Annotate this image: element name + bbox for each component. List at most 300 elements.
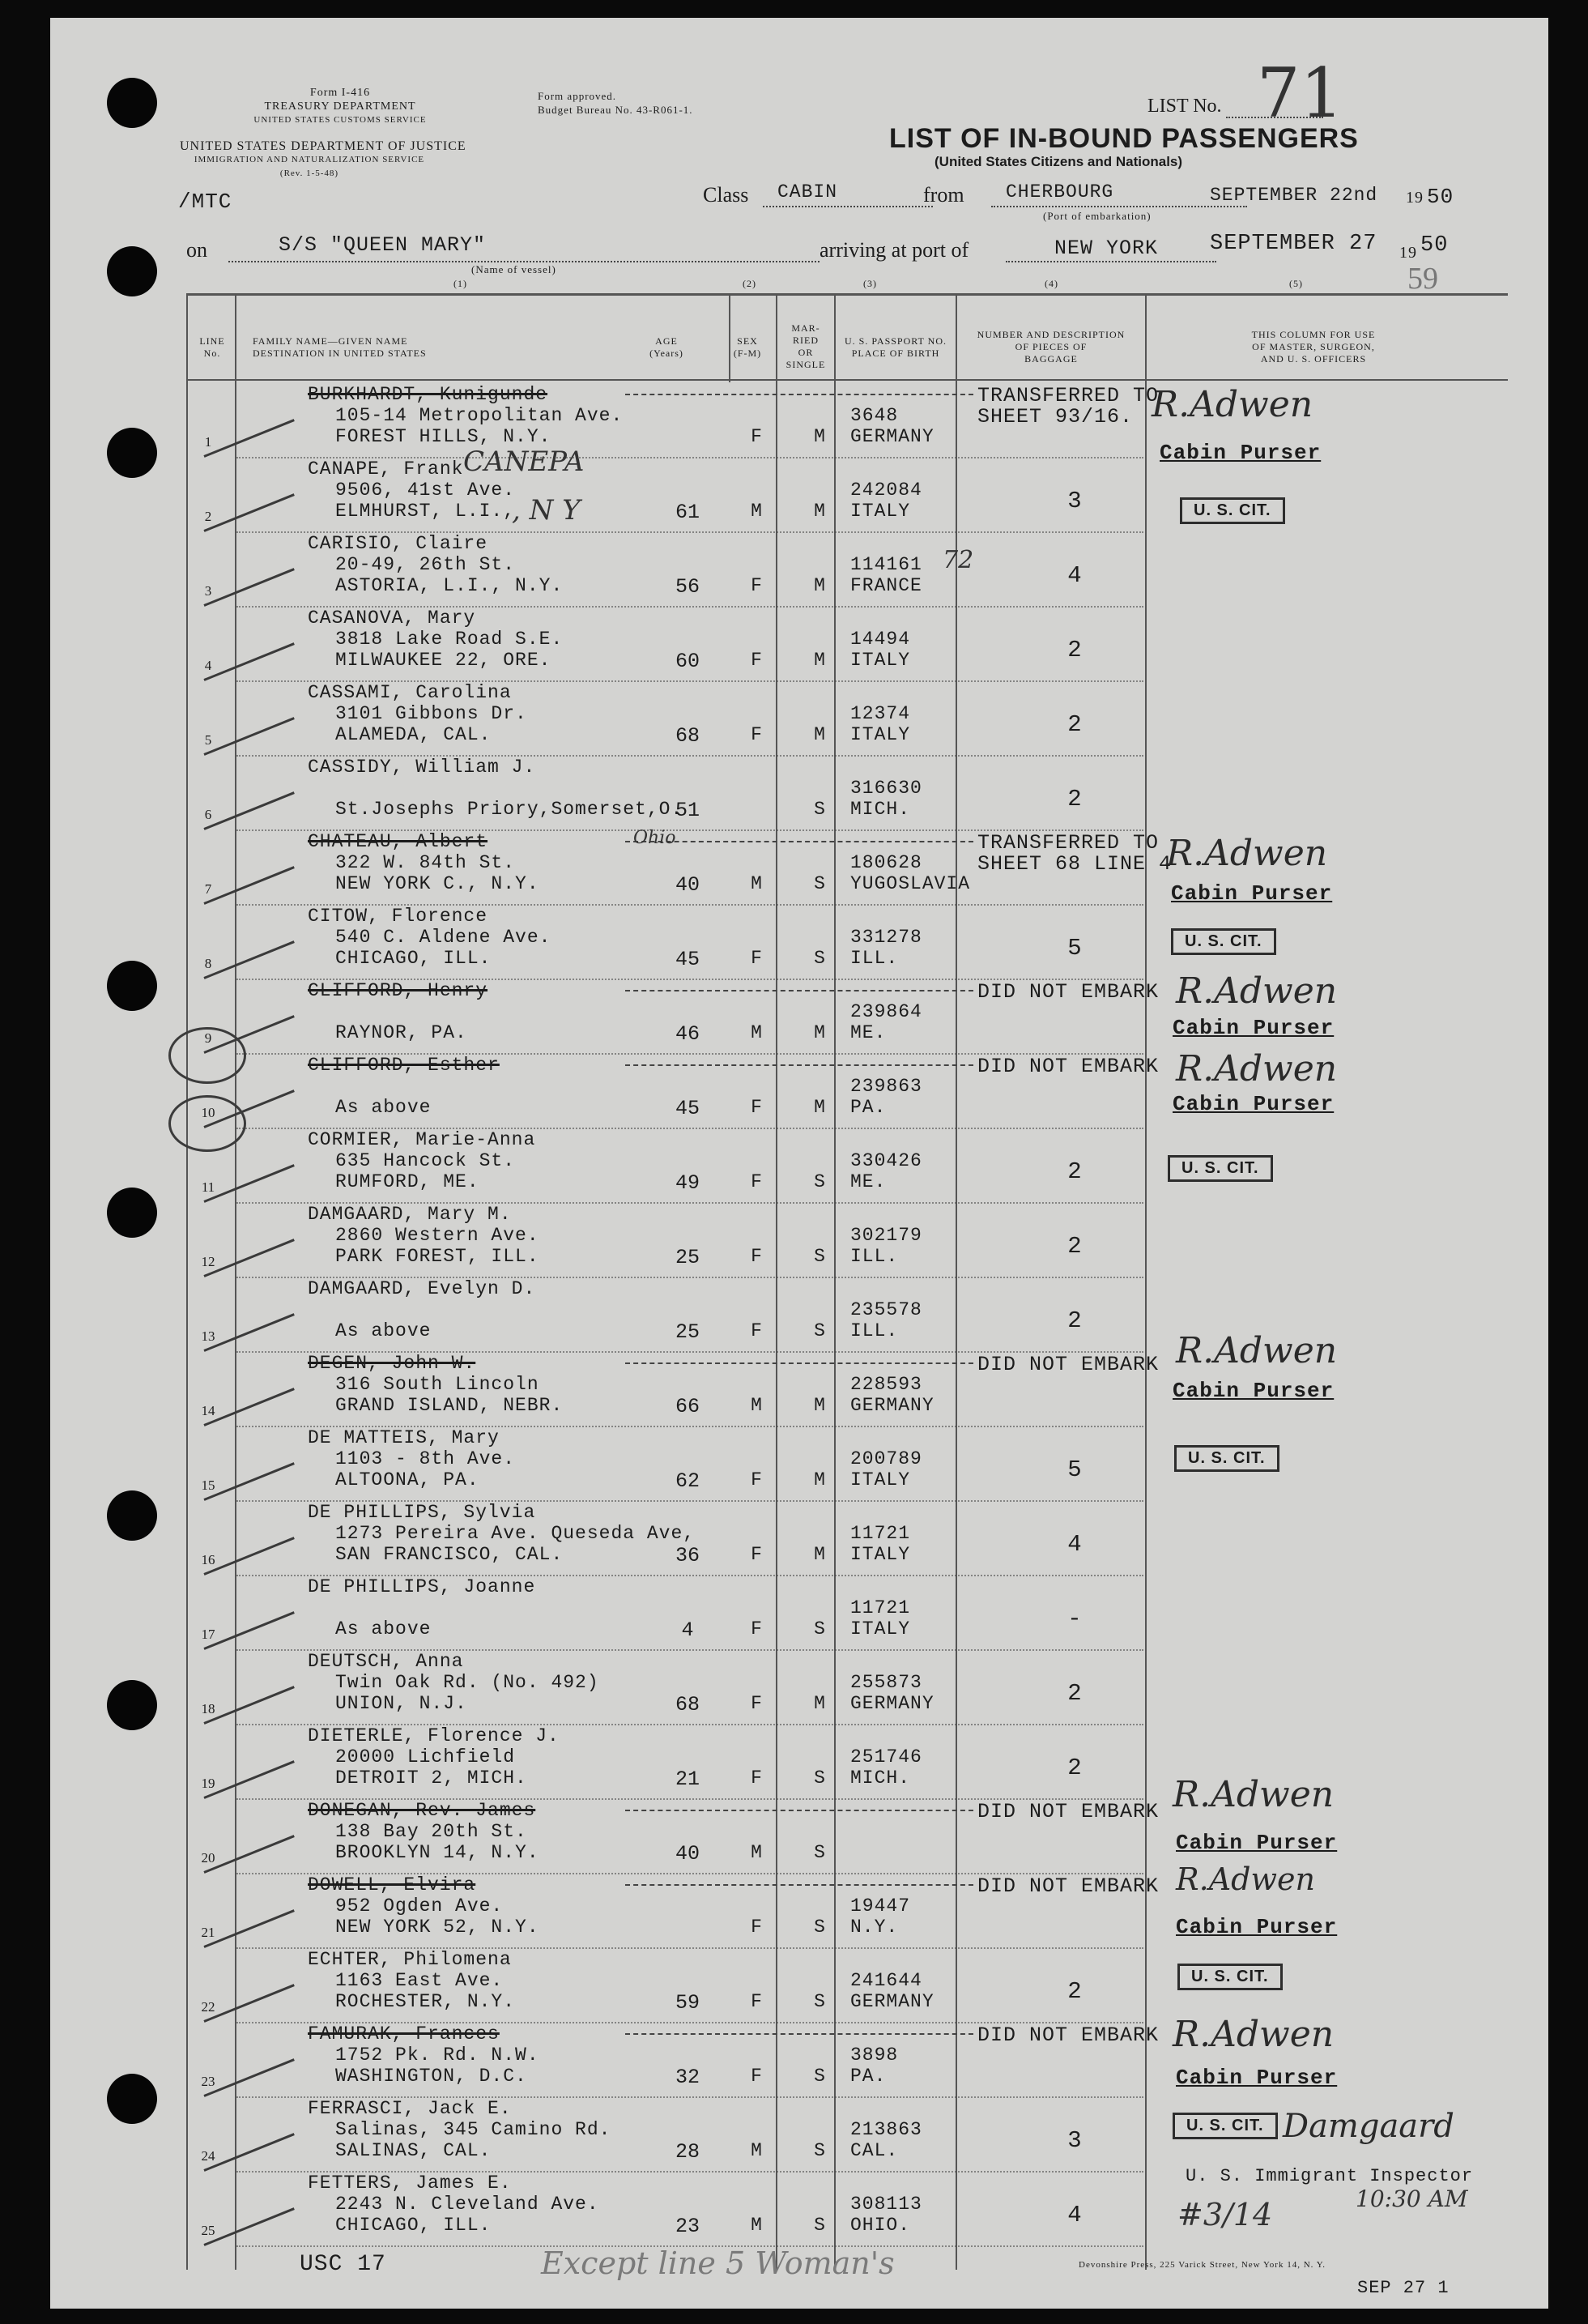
transfer-detail: SHEET 93/16. bbox=[977, 405, 1134, 429]
street-address: Salinas, 345 Camino Rd. bbox=[335, 2119, 611, 2140]
marital-status: M bbox=[814, 1022, 825, 1043]
street-address: 1752 Pk. Rd. N.W. bbox=[335, 2045, 539, 2066]
passport-number: 200789 bbox=[850, 1448, 922, 1469]
baggage-count: 2 bbox=[1067, 1978, 1082, 2005]
from-label: from bbox=[923, 183, 964, 207]
baggage-count: 2 bbox=[1067, 1755, 1082, 1781]
line-number: 2 bbox=[204, 509, 212, 524]
street-address: 2860 Western Ave. bbox=[335, 1225, 539, 1246]
destination: ALAMEDA, CAL. bbox=[335, 724, 492, 745]
age: 59 bbox=[675, 1991, 700, 2015]
footer-date-stamp: SEP 27 1 bbox=[1357, 2278, 1450, 2298]
revision: (Rev. 1-5-48) bbox=[279, 168, 339, 178]
sex: F bbox=[751, 575, 762, 596]
place-of-birth: N.Y. bbox=[850, 1917, 899, 1938]
table-row bbox=[201, 1651, 1500, 1725]
age: 40 bbox=[675, 873, 700, 897]
place-of-birth: ITALY bbox=[850, 1469, 911, 1490]
transfer-status: TRANSFERRED TO bbox=[977, 384, 1160, 407]
passenger-name: BURKHARDT, Kunigunde bbox=[308, 384, 548, 405]
passport-number: 239864 bbox=[850, 1001, 922, 1022]
passport-number: 180628 bbox=[850, 852, 922, 873]
handwritten-canepa: CANEPA bbox=[463, 446, 585, 478]
passenger-name: CLIFFORD, Esther bbox=[308, 1055, 500, 1076]
line-number: 19 bbox=[201, 1776, 215, 1791]
class-value: CABIN bbox=[777, 181, 838, 203]
arriving-label: arriving at port of bbox=[820, 238, 969, 262]
passport-number: 3898 bbox=[850, 2045, 899, 2066]
form-number: Form I-416 bbox=[309, 87, 371, 99]
street-address: 20000 Lichfield bbox=[335, 1746, 516, 1768]
age: 68 bbox=[675, 724, 700, 748]
baggage-count: 4 bbox=[1067, 562, 1082, 589]
status-leader-line bbox=[625, 1884, 973, 1886]
page-title: LIST OF IN-BOUND PASSENGERS bbox=[889, 123, 1359, 154]
transfer-status: TRANSFERRED TO bbox=[977, 831, 1160, 855]
destination: GRAND ISLAND, NEBR. bbox=[335, 1395, 564, 1416]
line-number: 8 bbox=[204, 956, 212, 971]
baggage-count: 3 bbox=[1067, 488, 1082, 514]
baggage-count: 5 bbox=[1067, 935, 1082, 962]
transfer-detail: SHEET 68 LINE 4 bbox=[977, 852, 1173, 876]
baggage-count: 2 bbox=[1067, 711, 1082, 738]
list-no-line bbox=[1226, 117, 1323, 118]
passenger-name: CASSIDY, William J. bbox=[308, 757, 536, 778]
marital-status: S bbox=[814, 1246, 825, 1267]
marital-status: S bbox=[814, 873, 825, 894]
table-row bbox=[204, 608, 1500, 682]
line-number: 16 bbox=[201, 1552, 215, 1567]
destination: St.Josephs Priory,Somerset,O. bbox=[335, 799, 683, 820]
street-address: 3818 Lake Road S.E. bbox=[335, 629, 564, 650]
handwritten-ny: , N Y bbox=[512, 494, 581, 527]
place-of-birth: ITALY bbox=[850, 1618, 911, 1640]
marital-status: S bbox=[814, 1991, 825, 2012]
passenger-name: FETTERS, James E. bbox=[308, 2173, 512, 2194]
purser-signature: R.Adwen bbox=[1176, 1048, 1338, 1090]
age: 4 bbox=[681, 1618, 694, 1642]
status-leader-line bbox=[625, 841, 973, 842]
line-number: 1 bbox=[204, 434, 212, 450]
marital-status: S bbox=[814, 1618, 825, 1640]
page-number: 59 bbox=[1407, 262, 1438, 296]
sex: F bbox=[751, 1469, 762, 1490]
transfer-status: DID NOT EMBARK bbox=[977, 2023, 1160, 2047]
status-leader-line bbox=[625, 2033, 973, 2035]
passenger-name: CORMIER, Marie-Anna bbox=[308, 1129, 536, 1150]
destination: CHICAGO, ILL. bbox=[335, 948, 492, 969]
age: 46 bbox=[675, 1022, 700, 1046]
marital-status: M bbox=[814, 1693, 825, 1714]
place-of-birth: ME. bbox=[850, 1022, 887, 1043]
header-married: MAR- RIED OR SINGLE bbox=[785, 322, 826, 370]
baggage-count: 4 bbox=[1067, 1531, 1082, 1558]
passenger-name: CLIFFORD, Henry bbox=[308, 980, 488, 1001]
passenger-name: CASANOVA, Mary bbox=[308, 608, 476, 629]
us-cit-stamp: U. S. CIT. bbox=[1174, 1445, 1279, 1472]
col-num-2: (2) bbox=[743, 278, 756, 289]
sex: F bbox=[751, 1171, 762, 1192]
destination: MILWAUKEE 22, ORE. bbox=[335, 650, 551, 671]
passenger-name: CHATEAU, Albert bbox=[308, 831, 488, 852]
vessel-name: S/S "QUEEN MARY" bbox=[279, 233, 487, 257]
marital-status: S bbox=[814, 799, 825, 820]
punch-hole bbox=[107, 1680, 157, 1730]
punch-hole bbox=[107, 1188, 157, 1238]
cabin-purser-label: Cabin Purser bbox=[1176, 2066, 1338, 2090]
place-of-birth: MICH. bbox=[850, 799, 911, 820]
destination: CHICAGO, ILL. bbox=[335, 2215, 492, 2236]
header-baggage: NUMBER AND DESCRIPTION OF PIECES OF BAGGAGE bbox=[977, 329, 1126, 365]
passenger-name: DIETERLE, Florence J. bbox=[308, 1725, 560, 1746]
destination: SAN FRANCISCO, CAL. bbox=[335, 1544, 564, 1565]
age: 25 bbox=[675, 1246, 700, 1269]
line-number: 21 bbox=[201, 1925, 215, 1940]
place-of-birth: FRANCE bbox=[850, 575, 922, 596]
line-number: 18 bbox=[201, 1701, 215, 1716]
baggage-count: 2 bbox=[1067, 786, 1082, 812]
on-label: on bbox=[186, 238, 207, 262]
marital-status: M bbox=[814, 426, 825, 447]
place-of-birth: ME. bbox=[850, 1171, 887, 1192]
sex: F bbox=[751, 1917, 762, 1938]
line-number: 25 bbox=[201, 2223, 215, 2238]
destination: As above bbox=[335, 1618, 432, 1640]
line-number: 15 bbox=[201, 1478, 215, 1493]
sex: F bbox=[751, 1991, 762, 2012]
transfer-status: DID NOT EMBARK bbox=[977, 1800, 1160, 1823]
passport-number: 255873 bbox=[850, 1672, 922, 1693]
line-number: 23 bbox=[201, 2074, 215, 2089]
age: 56 bbox=[675, 575, 700, 599]
sex: M bbox=[751, 1842, 762, 1863]
street-address: 1273 Pereira Ave. Queseda Ave, bbox=[335, 1523, 696, 1544]
purser-signature: R.Adwen bbox=[1176, 970, 1338, 1012]
destination: RAYNOR, PA. bbox=[335, 1022, 467, 1043]
header-bottom-rule bbox=[186, 379, 1508, 381]
sex: M bbox=[751, 1022, 762, 1043]
baggage-count: 2 bbox=[1067, 1233, 1082, 1260]
street-address: 2243 N. Cleveland Ave. bbox=[335, 2194, 599, 2215]
destination: NEW YORK C., N.Y. bbox=[335, 873, 539, 894]
passport-number: 228593 bbox=[850, 1374, 922, 1395]
age: 23 bbox=[675, 2215, 700, 2238]
marital-status: M bbox=[814, 1097, 825, 1118]
header-officers: THIS COLUMN FOR USE OF MASTER, SURGEON, AND U. S. OFFICERS bbox=[1251, 329, 1376, 365]
baggage-count: 2 bbox=[1067, 637, 1082, 663]
line-number: 9 bbox=[204, 1030, 212, 1046]
place-of-birth: ILL. bbox=[850, 1246, 899, 1267]
place-of-birth: ITALY bbox=[850, 724, 911, 745]
handwritten-ohio: Ohio bbox=[633, 828, 676, 848]
passenger-name: ECHTER, Philomena bbox=[308, 1949, 512, 1970]
passport-number: 11721 bbox=[850, 1597, 911, 1618]
line-number: 10 bbox=[201, 1105, 215, 1120]
marital-status: M bbox=[814, 501, 825, 522]
line-number: 4 bbox=[204, 658, 212, 673]
mtc-code: /MTC bbox=[178, 190, 232, 214]
passenger-name: DAMGAARD, Evelyn D. bbox=[308, 1278, 536, 1299]
status-leader-line bbox=[625, 1362, 973, 1364]
destination: ROCHESTER, N.Y. bbox=[335, 1991, 516, 2012]
from-underline bbox=[991, 206, 1247, 207]
us-cit-stamp: U. S. CIT. bbox=[1173, 2113, 1278, 2139]
passenger-name: CARISIO, Claire bbox=[308, 533, 488, 554]
sex: F bbox=[751, 2066, 762, 2087]
header-line-no: LINE No. bbox=[199, 335, 225, 359]
table-top-rule bbox=[186, 293, 1508, 296]
sex: M bbox=[751, 2215, 762, 2236]
marital-status: S bbox=[814, 2215, 825, 2236]
destination: ALTOONA, PA. bbox=[335, 1469, 479, 1490]
age: 28 bbox=[675, 2140, 700, 2164]
table-row bbox=[201, 1129, 1500, 1204]
sex: F bbox=[751, 1618, 762, 1640]
transfer-status: DID NOT EMBARK bbox=[977, 980, 1160, 1004]
passport-number: 12374 bbox=[850, 703, 911, 724]
age: 62 bbox=[675, 1469, 700, 1493]
col-num-3: (3) bbox=[863, 278, 877, 289]
cabin-purser-label: Cabin Purser bbox=[1176, 1831, 1338, 1855]
street-address: 1163 East Ave. bbox=[335, 1970, 504, 1991]
place-of-birth: ILL. bbox=[850, 1320, 899, 1341]
passport-number: 330426 bbox=[850, 1150, 922, 1171]
line-number: 17 bbox=[201, 1627, 215, 1642]
marital-status: S bbox=[814, 1320, 825, 1341]
handwritten-footer-note: Except line 5 Woman's bbox=[541, 2245, 895, 2281]
destination: ELMHURST, L.I., bbox=[335, 501, 516, 522]
marital-status: S bbox=[814, 1917, 825, 1938]
header-age: AGE (Years) bbox=[649, 335, 683, 359]
budget-bureau-line: Budget Bureau No. 43-R061-1. bbox=[538, 104, 693, 116]
sex: F bbox=[751, 426, 762, 447]
table-row bbox=[201, 1204, 1500, 1278]
transfer-status: DID NOT EMBARK bbox=[977, 1055, 1160, 1078]
baggage-count: 2 bbox=[1067, 1680, 1082, 1707]
passport-number: 331278 bbox=[850, 927, 922, 948]
passenger-name: DAMGAARD, Mary M. bbox=[308, 1204, 512, 1225]
line-number: 12 bbox=[201, 1254, 215, 1269]
destination: BROOKLYN 14, N.Y. bbox=[335, 1842, 539, 1863]
marital-status: S bbox=[814, 1768, 825, 1789]
sex: F bbox=[751, 1097, 762, 1118]
street-address: 952 Ogden Ave. bbox=[335, 1895, 504, 1917]
marital-status: M bbox=[814, 1395, 825, 1416]
baggage-count: 3 bbox=[1067, 2127, 1082, 2154]
passport-number: 11721 bbox=[850, 1523, 911, 1544]
place-of-birth: PA. bbox=[850, 1097, 887, 1118]
passenger-name: DE PHILLIPS, Joanne bbox=[308, 1576, 536, 1597]
justice-dept: UNITED STATES DEPARTMENT OF JUSTICE bbox=[180, 139, 466, 153]
table-row bbox=[204, 458, 1500, 533]
street-address: 9506, 41st Ave. bbox=[335, 480, 516, 501]
punch-hole bbox=[107, 1490, 157, 1541]
table-row bbox=[201, 1427, 1500, 1502]
passport-number: 241644 bbox=[850, 1970, 922, 1991]
marital-status: M bbox=[814, 650, 825, 671]
destination: As above bbox=[335, 1097, 432, 1118]
header-name: FAMILY NAME—GIVEN NAME DESTINATION IN UNITED STATES bbox=[253, 335, 427, 359]
age: 21 bbox=[675, 1768, 700, 1791]
table-row bbox=[204, 533, 1500, 608]
sex: F bbox=[751, 1544, 762, 1565]
destination: DETROIT 2, MICH. bbox=[335, 1768, 527, 1789]
place-of-birth: PA. bbox=[850, 2066, 887, 2087]
baggage-count: 4 bbox=[1067, 2202, 1082, 2228]
footer-form-code: USC 17 bbox=[300, 2252, 386, 2277]
age: 40 bbox=[675, 1842, 700, 1866]
passenger-name: CITOW, Florence bbox=[308, 906, 488, 927]
place-of-birth: GERMANY bbox=[850, 1991, 934, 2012]
sex: M bbox=[751, 2140, 762, 2161]
street-address: 540 C. Aldene Ave. bbox=[335, 927, 551, 948]
col-num-1: (1) bbox=[453, 278, 467, 289]
purser-signature: R.Adwen bbox=[1173, 2014, 1335, 2055]
place-of-birth: ILL. bbox=[850, 948, 899, 969]
inspector-label: U. S. Immigrant Inspector bbox=[1186, 2166, 1474, 2186]
depart-year: 50 bbox=[1427, 185, 1454, 209]
passport-number: 302179 bbox=[850, 1225, 922, 1246]
destination: ASTORIA, L.I., N.Y. bbox=[335, 575, 564, 596]
inspection-time: 10:30 AM bbox=[1356, 2185, 1468, 2212]
age: 36 bbox=[675, 1544, 700, 1567]
circle-mark bbox=[168, 1095, 246, 1152]
sex: F bbox=[751, 1693, 762, 1714]
line-number: 20 bbox=[201, 1850, 215, 1866]
port-embark-caption: (Port of embarkation) bbox=[1043, 210, 1152, 222]
place-of-birth: GERMANY bbox=[850, 426, 934, 447]
baggage-count: - bbox=[1067, 1605, 1082, 1632]
destination: WASHINGTON, D.C. bbox=[335, 2066, 527, 2087]
baggage-count: 2 bbox=[1067, 1158, 1082, 1185]
age: 45 bbox=[675, 1097, 700, 1120]
passport-number: 308113 bbox=[850, 2194, 922, 2215]
destination: RUMFORD, ME. bbox=[335, 1171, 479, 1192]
line-number: 24 bbox=[201, 2148, 215, 2164]
place-of-birth: GERMANY bbox=[850, 1693, 934, 1714]
sex: F bbox=[751, 1320, 762, 1341]
transfer-status: DID NOT EMBARK bbox=[977, 1874, 1160, 1898]
table-row bbox=[201, 1576, 1500, 1651]
age: 49 bbox=[675, 1171, 700, 1195]
purser-signature: R.Adwen bbox=[1166, 833, 1328, 874]
place-of-birth: CAL. bbox=[850, 2140, 899, 2161]
us-cit-stamp: U. S. CIT. bbox=[1177, 1964, 1283, 1990]
place-of-birth: YUGOSLAVIA bbox=[850, 873, 971, 894]
table-row bbox=[204, 682, 1500, 757]
status-leader-line bbox=[625, 1810, 973, 1811]
arrival-date: SEPTEMBER 27 bbox=[1210, 232, 1377, 256]
passenger-name: DEUTSCH, Anna bbox=[308, 1651, 464, 1672]
marital-status: M bbox=[814, 724, 825, 745]
cabin-purser-label: Cabin Purser bbox=[1176, 1915, 1338, 1939]
table-row bbox=[201, 1949, 1500, 2023]
line-number: 13 bbox=[201, 1328, 215, 1344]
punch-hole bbox=[107, 428, 157, 478]
line-number: 22 bbox=[201, 1999, 215, 2015]
status-leader-line bbox=[625, 1064, 973, 1066]
marital-status: S bbox=[814, 1171, 825, 1192]
line-number: 6 bbox=[204, 807, 212, 822]
passport-number: 114161 bbox=[850, 554, 922, 575]
purser-signature: R.Adwen bbox=[1173, 1774, 1335, 1815]
street-address: 105-14 Metropolitan Ave. bbox=[335, 405, 624, 426]
passenger-name: CANAPE, Frank bbox=[308, 458, 464, 480]
purser-signature: R.Adwen bbox=[1176, 1330, 1338, 1371]
passport-number: 239863 bbox=[850, 1076, 922, 1097]
age: 32 bbox=[675, 2066, 700, 2089]
age: 45 bbox=[675, 948, 700, 971]
line-number: 5 bbox=[204, 732, 212, 748]
marital-status: M bbox=[814, 1469, 825, 1490]
inspector-signature: Damgaard bbox=[1283, 2108, 1454, 2145]
footer-printer: Devonshire Press, 225 Varick Street, New York 14, N. Y. bbox=[1079, 2260, 1326, 2270]
passport-number: 213863 bbox=[850, 2119, 922, 2140]
line-number: 3 bbox=[204, 583, 212, 599]
cabin-purser-label: Cabin Purser bbox=[1173, 1016, 1335, 1040]
baggage-count: 2 bbox=[1067, 1307, 1082, 1334]
status-leader-line bbox=[625, 394, 973, 395]
table-row bbox=[204, 757, 1500, 831]
place-of-birth: ITALY bbox=[850, 1544, 911, 1565]
passport-number: 14494 bbox=[850, 629, 911, 650]
approval-line: Form approved. bbox=[538, 90, 617, 102]
form-approval bbox=[538, 89, 693, 117]
punch-hole bbox=[107, 246, 157, 296]
street-address: 322 W. 84th St. bbox=[335, 852, 516, 873]
line-number: 7 bbox=[204, 881, 212, 897]
marital-status: M bbox=[814, 575, 825, 596]
depart-date: SEPTEMBER 22nd bbox=[1210, 185, 1378, 206]
port-underline bbox=[1006, 261, 1216, 262]
marital-status: S bbox=[814, 2066, 825, 2087]
col-num-4: (4) bbox=[1045, 278, 1058, 289]
passenger-name: DE PHILLIPS, Sylvia bbox=[308, 1502, 536, 1523]
sex: F bbox=[751, 948, 762, 969]
sex: M bbox=[751, 1395, 762, 1416]
destination: As above bbox=[335, 1320, 432, 1341]
depart-year-prefix: 19 bbox=[1406, 189, 1424, 207]
form-dept-block bbox=[243, 86, 437, 127]
class-label: Class bbox=[703, 183, 749, 207]
passport-number: 242084 bbox=[850, 480, 922, 501]
us-cit-stamp: U. S. CIT. bbox=[1168, 1155, 1273, 1182]
street-address: 1103 - 8th Ave. bbox=[335, 1448, 516, 1469]
punch-hole bbox=[107, 2074, 157, 2124]
passenger-name: DOWELL, Elvira bbox=[308, 1874, 476, 1895]
justice-block bbox=[180, 139, 466, 181]
passenger-name: FERRASCI, Jack E. bbox=[308, 2098, 512, 2119]
circle-mark bbox=[168, 1027, 246, 1084]
arrival-year-prefix: 19 bbox=[1399, 244, 1417, 262]
age: 68 bbox=[675, 1693, 700, 1716]
arrival-port: NEW YORK bbox=[1054, 237, 1159, 260]
list-no-value: 71 bbox=[1257, 53, 1343, 133]
purser-signature: R.Adwen bbox=[1152, 384, 1313, 425]
purser-signature: R.Adwen bbox=[1176, 1861, 1315, 1897]
age: 66 bbox=[675, 1395, 700, 1418]
line-number: 11 bbox=[201, 1179, 215, 1195]
col-num-5: (5) bbox=[1289, 278, 1303, 289]
status-leader-line bbox=[625, 990, 973, 991]
passenger-name: DEGEN, John W. bbox=[308, 1353, 476, 1374]
ins-service: IMMIGRATION AND NATURALIZATION SERVICE bbox=[194, 155, 425, 164]
street-address: 635 Hancock St. bbox=[335, 1150, 516, 1171]
place-of-birth: GERMANY bbox=[850, 1395, 934, 1416]
customs-service: UNITED STATES CUSTOMS SERVICE bbox=[253, 115, 427, 125]
table-row bbox=[201, 1502, 1500, 1576]
street-address: 3101 Gibbons Dr. bbox=[335, 703, 527, 724]
